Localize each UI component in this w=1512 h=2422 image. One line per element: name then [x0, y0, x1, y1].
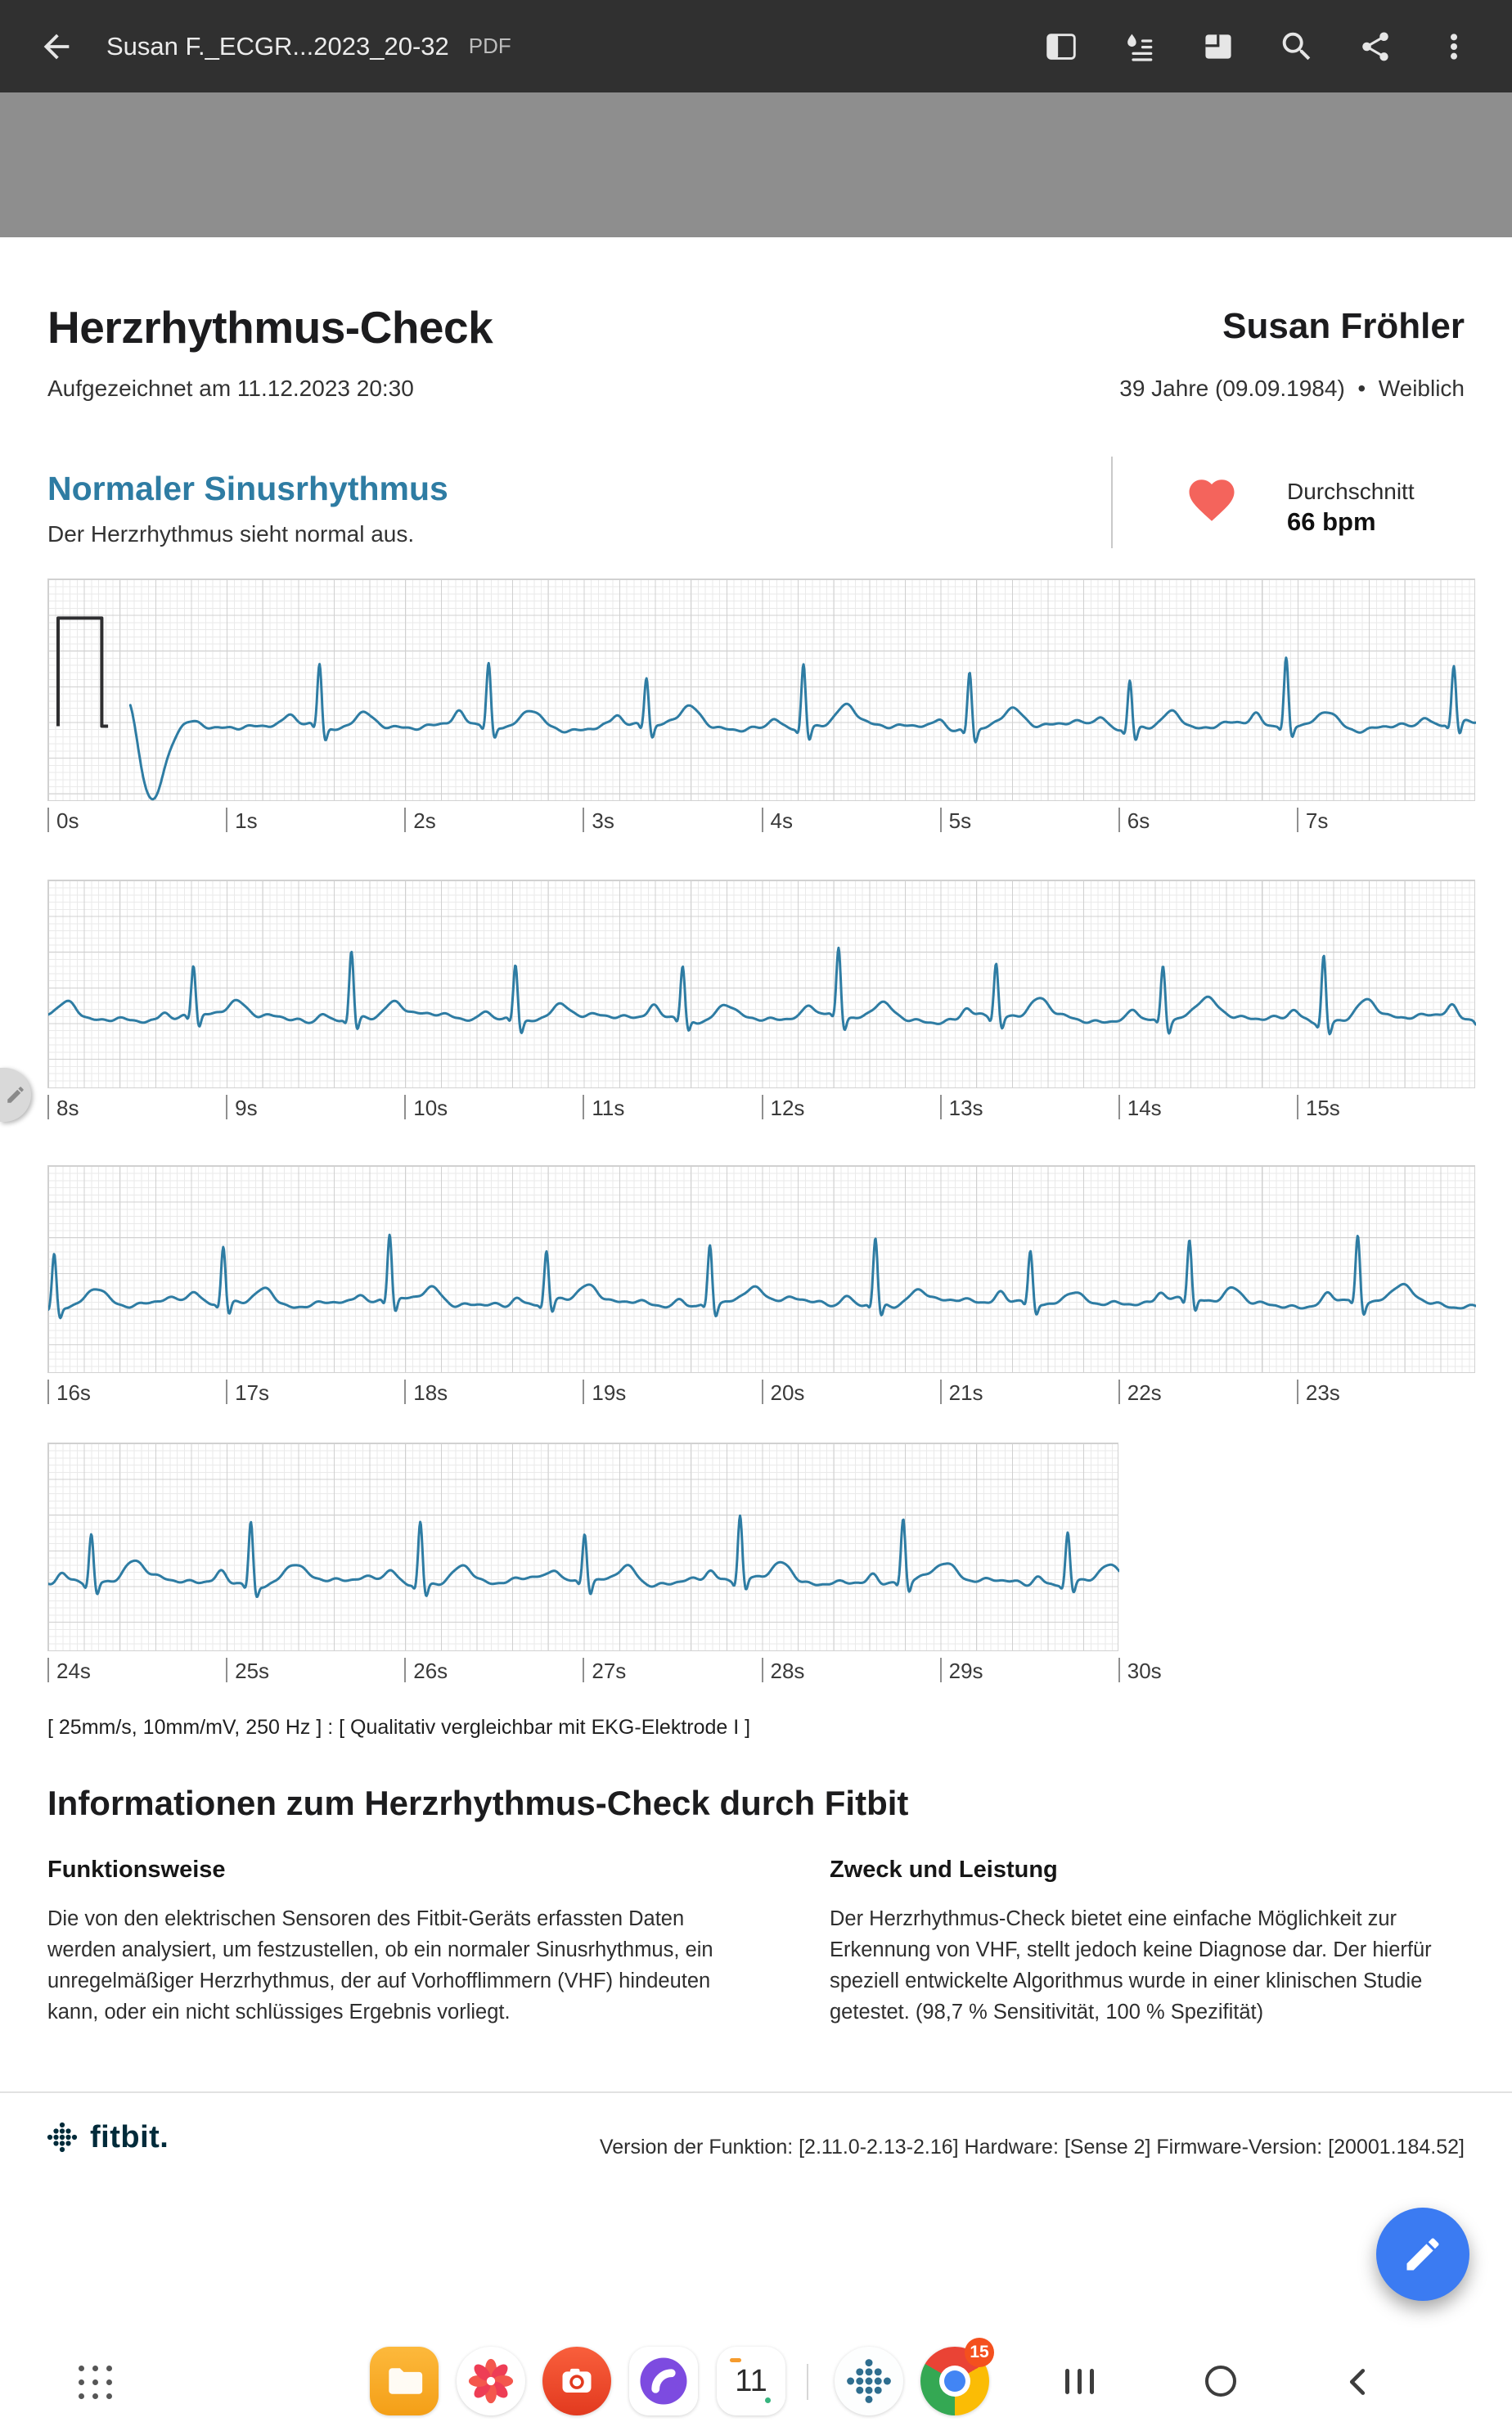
time-tick-label: 30s — [1118, 1658, 1162, 1682]
footer-divider — [0, 2091, 1512, 2093]
average-label: Durchschnitt — [1287, 479, 1415, 504]
average-bpm-value: 66 bpm — [1287, 507, 1376, 536]
time-tick-label: 1s — [226, 808, 257, 832]
time-tick-label: 0s — [47, 808, 79, 832]
time-tick-label: 3s — [583, 808, 614, 832]
overflow-menu-button[interactable] — [1433, 26, 1474, 67]
section-body-funktionsweise: Die von den elektrischen Sensoren des Fitbit-Geräts erfassten Daten werden analysiert, um festzustellen, ob ein normaler Sinusrhythmus, ein unregelmäßiger Herzrhythmus, der auf Vorhofflimmern (VHF) hindeuten kann, oder ein nicht schlüssiges Ergebnis vorliegt. — [47, 1907, 713, 2024]
camera-icon — [554, 2358, 600, 2404]
time-tick-label: 18s — [404, 1380, 448, 1404]
time-tick-label: 20s — [762, 1380, 805, 1404]
calendar-day-number: 11 — [735, 2363, 767, 2398]
time-tick-label: 24s — [47, 1658, 91, 1682]
fitbit-logo — [44, 2119, 169, 2155]
fitbit-wordmark: fitbit. — [90, 2119, 169, 2154]
ecg-strip-1 — [47, 880, 1475, 1088]
fitbit-dots-icon — [845, 2357, 893, 2405]
time-tick-label: 27s — [583, 1658, 626, 1682]
ecg-strip-0 — [47, 578, 1475, 801]
camera-app-icon[interactable] — [542, 2347, 611, 2415]
time-tick-label: 13s — [940, 1095, 983, 1119]
section-heading-zweck: Zweck und Leistung — [830, 1857, 1058, 1883]
pdf-viewer-appbar — [0, 0, 1512, 92]
time-tick-label: 7s — [1297, 808, 1328, 832]
time-tick-label: 21s — [940, 1380, 983, 1404]
time-tick-label: 28s — [762, 1658, 805, 1682]
time-tick-label: 9s — [226, 1095, 257, 1119]
time-tick-label: 29s — [940, 1658, 983, 1682]
time-tick-label: 26s — [404, 1658, 448, 1682]
ecg-strip-2 — [47, 1165, 1475, 1373]
time-tick-label: 15s — [1297, 1095, 1340, 1119]
pencil-icon — [5, 1084, 26, 1105]
pencil-icon — [1402, 2233, 1444, 2276]
file-type-label: PDF — [468, 34, 511, 58]
heart-icon — [1183, 473, 1240, 527]
reader-view-icon — [1200, 29, 1236, 65]
calendar-event-mark — [730, 2358, 741, 2362]
time-tick-label: 8s — [47, 1095, 79, 1119]
time-tick-label: 10s — [404, 1095, 448, 1119]
page-title: Herzrhythmus-Check — [47, 302, 493, 353]
section-body-zweck: Der Herzrhythmus-Check bietet eine einfache Möglichkeit zur Erkennung von VHF, stellt jedoch keine Diagnose dar. Der hierfür speziell entwickelte Algorithmus wurde in einer klinischen Studie getestet. (98,7 % Sensitivität, 100 % Spezifität) — [830, 1907, 1432, 2024]
info-heading: Informationen zum Herzrhythmus-Check durch Fitbit — [47, 1784, 909, 1822]
patient-meta: 39 Jahre (09.09.1984) • Weiblich — [1119, 376, 1465, 401]
back-button[interactable] — [36, 26, 77, 67]
recents-button[interactable] — [1065, 2369, 1094, 2394]
arrow-left-icon — [38, 28, 75, 65]
ecg-strip-3 — [47, 1443, 1118, 1651]
chevron-left-icon — [1345, 2366, 1370, 2397]
vertical-divider — [1111, 457, 1113, 548]
calendar-app-icon[interactable] — [717, 2347, 785, 2415]
section-heading-funktionsweise: Funktionsweise — [47, 1857, 226, 1883]
time-tick-label: 22s — [1118, 1380, 1162, 1404]
app-drawer-button[interactable] — [79, 2366, 112, 2399]
annotate-button[interactable] — [1119, 26, 1160, 67]
result-title: Normaler Sinusrhythmus — [47, 470, 448, 507]
taskbar — [0, 2341, 1512, 2422]
viber-app-icon[interactable] — [629, 2347, 698, 2415]
document-title: Susan F._ECGR...2023_20-32 — [106, 31, 449, 61]
share-icon — [1358, 29, 1393, 64]
gallery-app-icon[interactable] — [457, 2347, 525, 2415]
time-tick-label: 14s — [1118, 1095, 1162, 1119]
files-app-icon[interactable] — [370, 2347, 439, 2415]
phone-bubble-icon — [634, 2352, 693, 2411]
time-tick-label: 19s — [583, 1380, 626, 1404]
share-button[interactable] — [1355, 26, 1396, 67]
view-mode-button[interactable] — [1198, 26, 1239, 67]
time-tick-label: 17s — [226, 1380, 269, 1404]
fitbit-dots-icon — [44, 2119, 80, 2155]
appbar-actions — [1041, 26, 1512, 67]
notification-badge: 15 — [965, 2338, 994, 2367]
page-panel-button[interactable] — [1041, 26, 1082, 67]
time-tick-label: 2s — [404, 808, 435, 832]
firmware-version-text: Version der Funktion: [2.11.0-2.13-2.16] Hardware: [Sense 2] Firmware-Version: [20001.184.52] — [599, 2136, 1465, 2159]
folder-icon — [381, 2358, 427, 2404]
time-tick-label: 4s — [762, 808, 793, 832]
fitbit-app-icon[interactable] — [835, 2347, 903, 2415]
ecg-time-labels-1 — [47, 1095, 1512, 1124]
flower-icon — [466, 2356, 516, 2406]
calendar-event-dot — [765, 2397, 771, 2403]
back-nav-button[interactable] — [1345, 2366, 1370, 2402]
time-tick-label: 25s — [226, 1658, 269, 1682]
recorded-timestamp: Aufgezeichnet am 11.12.2023 20:30 — [47, 376, 414, 401]
home-button[interactable] — [1205, 2366, 1236, 2397]
side-panel-icon — [1042, 28, 1080, 65]
pdf-page — [0, 237, 1512, 2422]
edit-fab[interactable] — [1376, 2208, 1469, 2301]
ecg-time-labels-3 — [47, 1658, 1192, 1687]
result-subtitle: Der Herzrhythmus sieht normal aus. — [47, 521, 415, 547]
ecg-time-labels-0 — [47, 808, 1512, 837]
time-tick-label: 23s — [1297, 1380, 1340, 1404]
time-tick-label: 6s — [1118, 808, 1150, 832]
kebab-menu-icon — [1438, 30, 1470, 63]
taskbar-separator — [807, 2364, 808, 2400]
patient-name: Susan Fröhler — [1222, 306, 1465, 346]
search-icon — [1278, 28, 1316, 65]
search-button[interactable] — [1276, 26, 1317, 67]
annotate-icon — [1121, 28, 1159, 65]
time-tick-label: 5s — [940, 808, 971, 832]
time-tick-label: 16s — [47, 1380, 91, 1404]
ecg-time-labels-2 — [47, 1380, 1512, 1409]
time-tick-label: 11s — [583, 1095, 624, 1119]
ecg-scale-caption: [ 25mm/s, 10mm/mV, 250 Hz ] : [ Qualitativ vergleichbar mit EKG-Elektrode I ] — [47, 1716, 751, 1739]
time-tick-label: 12s — [762, 1095, 805, 1119]
